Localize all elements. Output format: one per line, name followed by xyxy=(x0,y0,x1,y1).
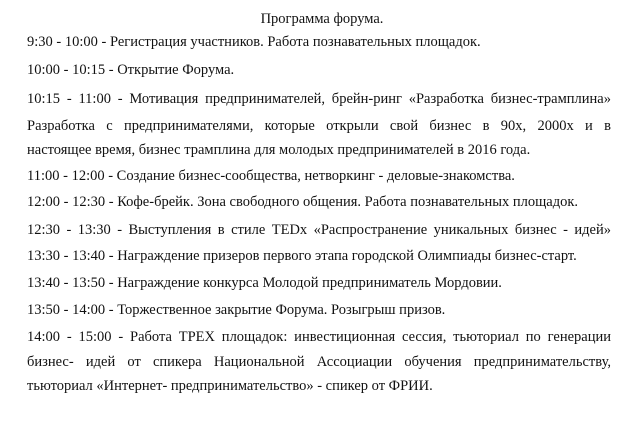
schedule-line: 12:00 - 12:30 - Кофе-брейк. Зона свободного общения. Работа познавательных площадок. xyxy=(27,194,578,210)
schedule-line-text: бизнес- идей от спикера Национальной Ассоциации обучения предпринимательству, xyxy=(27,354,611,370)
schedule-line: тьюториал «Интернет- предпринимательство» - спикер от ФРИИ. xyxy=(27,378,433,394)
schedule-line xyxy=(27,90,611,108)
schedule-line xyxy=(27,117,611,135)
schedule-line xyxy=(27,221,611,239)
schedule-line-text: Разработка с предпринимателями, которые открыли свой бизнес в 90х, 2000х и в xyxy=(27,118,611,134)
schedule-line: настоящее время, бизнес трамплина для молодых предпринимателей в 2016 года. xyxy=(27,142,531,158)
schedule-line: 11:00 - 12:00 - Создание бизнес-сообщества, нетворкинг - деловые-знакомства. xyxy=(27,168,515,184)
schedule-line: 13:40 - 13:50 - Награждение конкурса Молодой предприниматель Мордовии. xyxy=(27,275,502,291)
schedule-line-text: 12:30 - 13:30 - Выступления в стиле TEDx «Распространение уникальных бизнес - идей» xyxy=(27,222,611,238)
schedule-line xyxy=(27,328,611,346)
page-title: Программа форума. xyxy=(260,11,384,27)
schedule-line: 13:30 - 13:40 - Награждение призеров первого этапа городской Олимпиады бизнес-старт. xyxy=(27,248,577,264)
schedule-line: 9:30 - 10:00 - Регистрация участников. Работа познавательных площадок. xyxy=(27,34,481,50)
schedule-line: 10:00 - 10:15 - Открытие Форума. xyxy=(27,62,235,78)
schedule-line xyxy=(27,353,611,371)
schedule-line: 13:50 - 14:00 - Торжественное закрытие Форума. Розыгрыш призов. xyxy=(27,302,446,318)
schedule-line-text: 14:00 - 15:00 - Работа ТРЕХ площадок: инвестиционная сессия, тьюториал по генерации xyxy=(27,329,611,345)
schedule-line-text: 10:15 - 11:00 - Мотивация предпринимателей, брейн-ринг «Разработка бизнес-трамплина» xyxy=(27,91,611,107)
